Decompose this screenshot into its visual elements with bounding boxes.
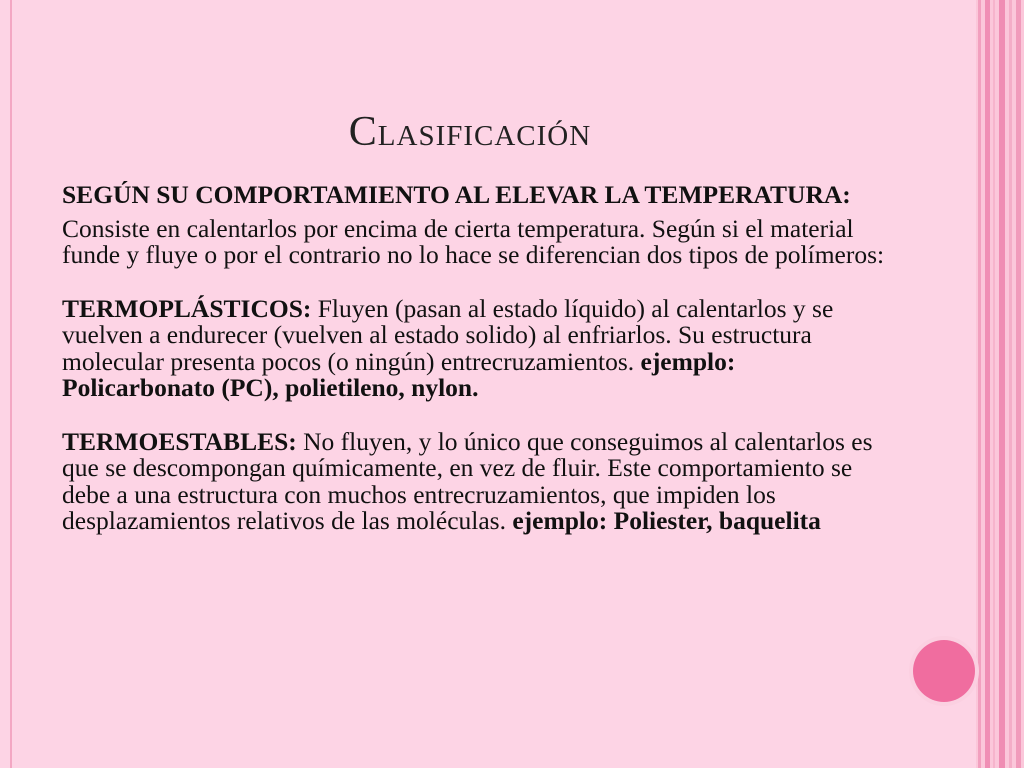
section-heading: SEGÚN SU COMPORTAMIENTO AL ELEVAR LA TEMPERATURA: (62, 180, 851, 209)
stripe (1016, 0, 1021, 768)
termoestables-label: TERMOESTABLES: (62, 426, 297, 456)
intro-paragraph: Consiste en calentarlos por encima de cierta temperatura. Según si el material funde y fluye o por el contrario no lo hace se diferencian dos tipos de polímeros: (62, 213, 885, 269)
termoplasticos-example: ejemplo: Policarbonato (PC), polietileno, nylon. (62, 346, 736, 402)
stripe (978, 0, 981, 768)
termoestables-example: ejemplo: Poliester, baquelita (512, 506, 821, 535)
termoestables-text: No fluyen, y lo único que conseguimos al calentarlos es que se descompongan químicamente, en vez de fluir. Este comportamiento se debe a una estructura con muchos entrecruzamientos, que impiden los desplazamientos relativos de las moléculas. (62, 426, 873, 535)
slide-body (62, 182, 892, 535)
termoplasticos-text: Fluyen (pasan al estado líquido) al calentarlos y se vuelven a endurecer (vuelven al estado solido) al enfriarlos. Su estructura molecular presenta pocos (o ningún) entrecruzamientos. (62, 293, 834, 376)
decorative-circle (913, 640, 975, 702)
stripe (985, 0, 990, 768)
slide-title: Clasificación (348, 109, 592, 155)
termoplasticos-label: TERMOPLÁSTICOS: (62, 293, 312, 323)
termoplasticos-paragraph (62, 293, 892, 402)
stripe (1009, 0, 1012, 768)
stripe (999, 0, 1005, 768)
stripe (993, 0, 995, 768)
termoestables-paragraph (62, 426, 892, 535)
